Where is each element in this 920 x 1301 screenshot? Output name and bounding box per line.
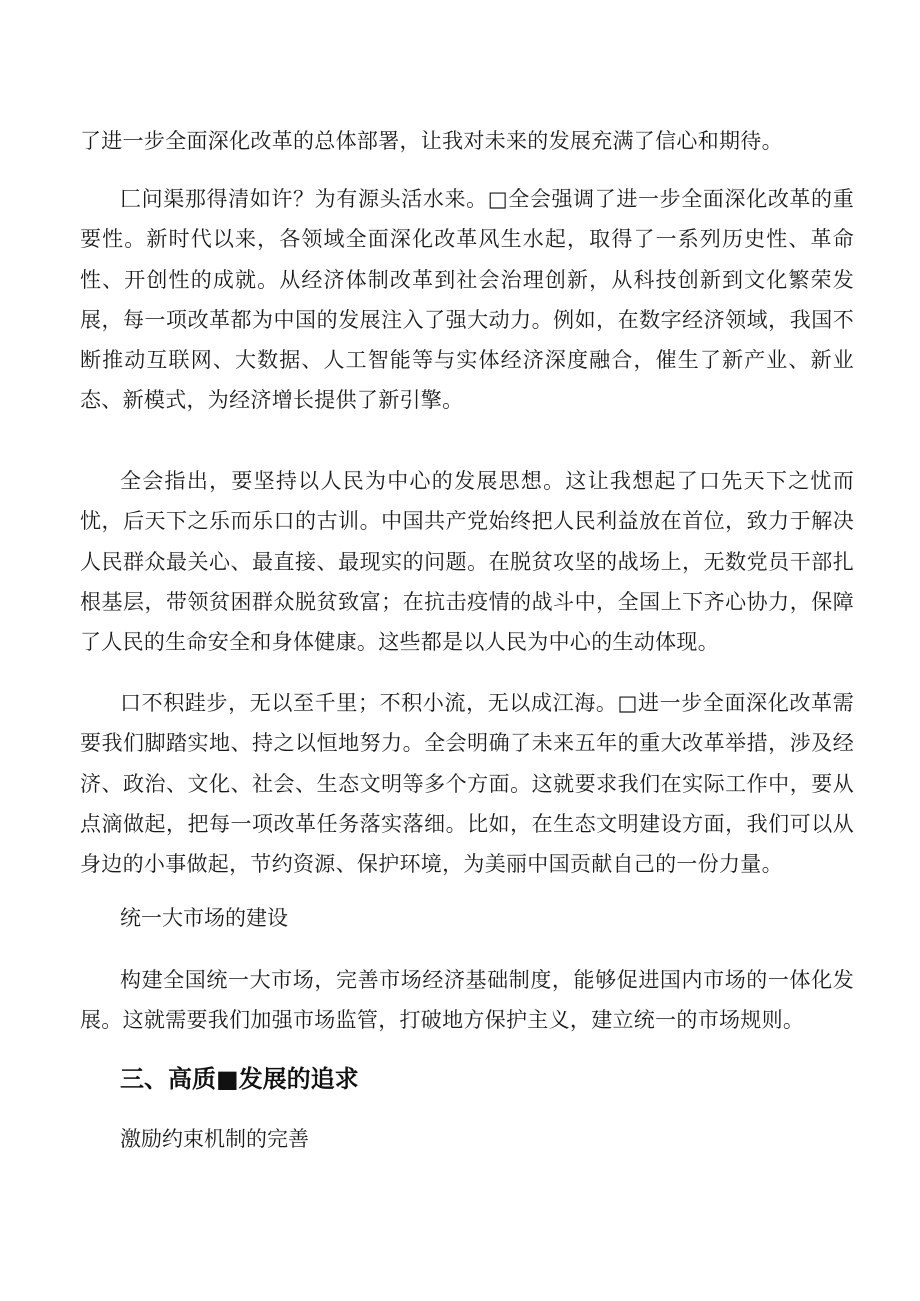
section-heading-3: 三、高质■发展的追求 — [120, 1065, 359, 1093]
paragraph-5: 构建全国统一大市场，完善市场经济基础制度，能够促进国内市场的一体化发展。这就需要我们加强市场监管，打破地方保护主义，建立统一的市场规则。 — [80, 968, 854, 1033]
paragraph-3: 全会指出，要坚持以人民为中心的发展思想。这让我想起了口先天下之忧而忧，后天下之乐而乐口的古训。中国共产党始终把人民利益放在首位，致力于解决人民群众最关心、最直接、最现实的问题。在脱贫攻坚的战场上，无数党员干部扎根基层，带领贫困群众脱贫致富；在抗击疫情的战斗中，全国上下齐心协力，保障了人民的生命安全和身体健康。这些都是以人民为中心的生动体现。 — [80, 469, 854, 655]
paragraph-4: 口不积跬步，无以至千里；不积小流，无以成江海。□进一步全面深化改革需要我们脚踏实地、持之以恒地努力。全会明确了未来五年的重大改革举措，涉及经济、政治、文化、社会、生态文明等多个方面。这就要求我们在实际工作中，要从点滴做起，把每一项改革任务落实落细。比如，在生态文明建设方面，我们可以从身边的小事做起，节约资源、保护环境，为美丽中国贡献自己的一份力量。 — [80, 691, 854, 877]
subheading-unified-market: 统一大市场的建设 — [120, 906, 288, 930]
paragraph-2: 匚问渠那得清如许？为有源头活水来。□全会强调了进一步全面深化改革的重要性。新时代以来，各领域全面深化改革风生水起，取得了一系列历史性、革命性、开创性的成就。从经济体制改革到社会治理创新，从科技创新到文化繁荣发展，每一项改革都为中国的发展注入了强大动力。例如，在数字经济领域，我国不断推动互联网、大数据、人工智能等与实体经济深度融合，催生了新产业、新业态、新模式，为经济增长提供了新引擎。 — [80, 187, 854, 413]
subheading-incentive-mechanism: 激励约束机制的完善 — [120, 1127, 309, 1151]
paragraph-1: 了进一步全面深化改革的总体部署，让我对未来的发展充满了信心和期待。 — [80, 129, 783, 153]
